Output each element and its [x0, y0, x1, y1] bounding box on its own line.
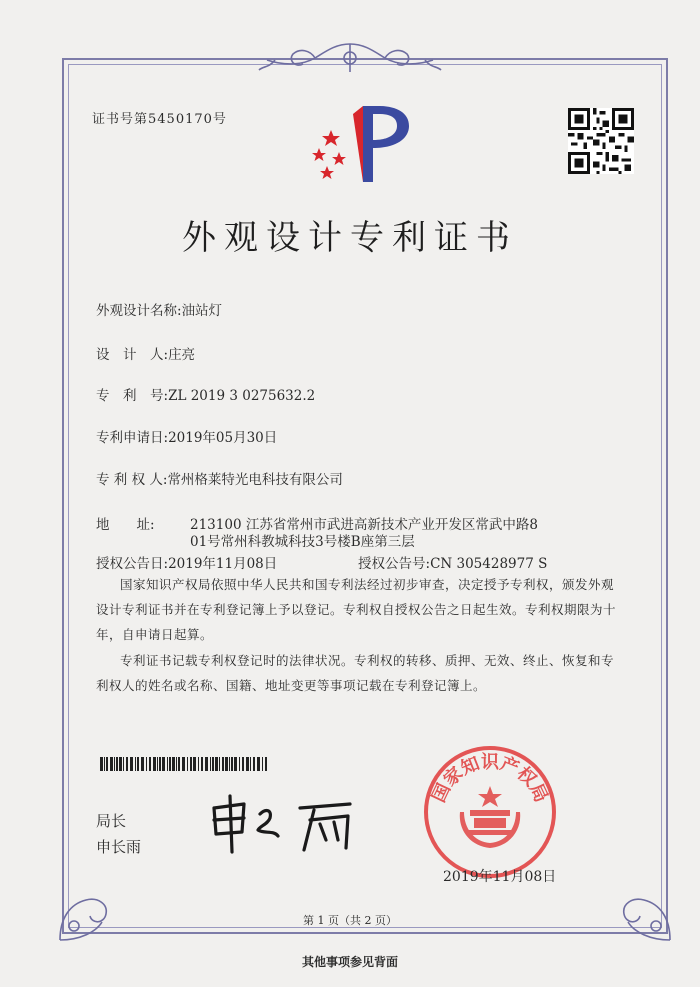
barcode-bar: [169, 757, 171, 771]
field-design-name: [96, 299, 222, 319]
handwritten-signature-icon: [200, 790, 370, 860]
barcode-bar: [141, 757, 144, 771]
address-line-2: 01号常州科教城科技3号楼B座第三层: [190, 534, 415, 550]
field-filing-date: [96, 426, 277, 446]
field-address: [96, 513, 155, 533]
field-value: 2019年05月30日: [168, 430, 278, 446]
signatory-title: 局长: [96, 812, 127, 830]
barcode-bar: [100, 757, 103, 771]
qr-code-icon: [568, 108, 634, 174]
field-label: 授权公告日:: [96, 556, 169, 572]
field-grant-date: [96, 552, 277, 572]
barcode-bar: [215, 757, 218, 771]
field-value: 2019年11月08日: [168, 556, 278, 572]
barcode-bar: [135, 757, 136, 771]
field-label: 专 利 权 人:: [96, 472, 168, 488]
official-seal-icon: [420, 742, 560, 882]
barcode-bar: [229, 757, 230, 771]
barcode-bar: [167, 757, 168, 771]
barcode-bar: [210, 757, 211, 771]
paragraph-line: 国家知识产权局依照中华人民共和国专利法经过初步审查，决定授予专利权，颁发外观: [120, 577, 615, 592]
field-value: CN 305428977 S: [430, 556, 548, 572]
field-label: 地 址:: [96, 517, 155, 533]
barcode-bar: [262, 757, 263, 771]
top-ornament: [255, 38, 445, 78]
barcode-bar: [110, 757, 113, 771]
barcode-bar: [182, 757, 185, 771]
barcode-bar: [234, 757, 237, 771]
page-number: 第 1 页（共 2 页）: [303, 914, 397, 927]
paragraph-line: 利权人的姓名或名称、国籍、地址变更等事项记载在专利登记簿上。: [96, 678, 487, 693]
barcode-bar: [231, 757, 233, 771]
field-value: 庄亮: [168, 347, 196, 363]
barcode-bar: [176, 757, 177, 771]
footer-note: 其他事项参见背面: [301, 955, 398, 969]
field-patentee: [96, 468, 343, 488]
barcode-bar: [222, 757, 224, 771]
barcode-bar: [172, 757, 175, 771]
barcode-bar: [159, 757, 161, 771]
barcode-bar: [106, 757, 108, 771]
seal-date: 2019年11月08日: [443, 869, 557, 885]
barcode-bar: [265, 757, 267, 771]
barcode-bar: [250, 757, 251, 771]
barcode-bar: [242, 757, 244, 771]
barcode-bar: [116, 757, 118, 771]
barcode-bar: [219, 757, 220, 771]
barcode-bar: [119, 757, 122, 771]
barcode-bar: [190, 757, 192, 771]
address-line-1: 213100 江苏省常州市武进高新技术产业开发区常武中路8: [190, 517, 538, 533]
field-label: 授权公告号:: [358, 556, 431, 572]
barcode-bar: [104, 757, 105, 771]
paragraph-line: 设计专利证书并在专利登记簿上予以登记。专利权自授权公告之日起生效。专利权期限为十: [96, 602, 617, 617]
barcode-bar: [257, 757, 260, 771]
barcode-bar: [162, 757, 165, 771]
paragraph-line: 年，自申请日起算。: [96, 627, 214, 642]
paragraph-line: 专利证书记载专利权登记时的法律状况。专利权的转移、质押、无效、终止、恢复和专: [120, 653, 615, 668]
signatory-name: 申长雨: [96, 838, 142, 856]
field-designer: [96, 343, 195, 363]
barcode-bar: [253, 757, 255, 771]
barcode-bar: [114, 757, 115, 771]
barcode-bar: [130, 757, 133, 771]
certificate-title: 外观设计专利证书: [182, 218, 518, 258]
field-value: ZL 2019 3 0275632.2: [168, 388, 316, 404]
barcode-bar: [212, 757, 214, 771]
cnipa-logo-icon: [305, 98, 415, 188]
field-label: 设 计 人:: [96, 347, 169, 363]
certificate-number: 证书号第5450170号: [92, 112, 227, 127]
barcode-icon: [100, 757, 270, 771]
barcode-bar: [137, 757, 139, 771]
field-label: 专 利 号:: [96, 388, 169, 404]
barcode-bar: [149, 757, 151, 771]
barcode-bar: [153, 757, 156, 771]
barcode-bar: [187, 757, 188, 771]
barcode-bar: [201, 757, 203, 771]
field-grant-number: [358, 552, 547, 572]
paragraph-legal-status: [96, 648, 626, 698]
barcode-bar: [193, 757, 196, 771]
barcode-bar: [123, 757, 124, 771]
field-label: 外观设计名称:: [96, 303, 182, 319]
field-label: 专利申请日:: [96, 430, 169, 446]
field-value: 油站灯: [181, 303, 223, 319]
paragraph-grant-statement: [96, 572, 626, 647]
barcode-bar: [126, 757, 128, 771]
barcode-bar: [246, 757, 249, 771]
barcode-bar: [178, 757, 180, 771]
barcode-bar: [205, 757, 208, 771]
field-patent-number: [96, 384, 315, 404]
barcode-bar: [146, 757, 147, 771]
barcode-bar: [239, 757, 240, 771]
barcode-bar: [157, 757, 158, 771]
barcode-bar: [198, 757, 199, 771]
seal-text: 国家知识产权局: [428, 752, 552, 806]
field-value: 常州格莱特光电科技有限公司: [167, 472, 343, 488]
barcode-bar: [225, 757, 228, 771]
